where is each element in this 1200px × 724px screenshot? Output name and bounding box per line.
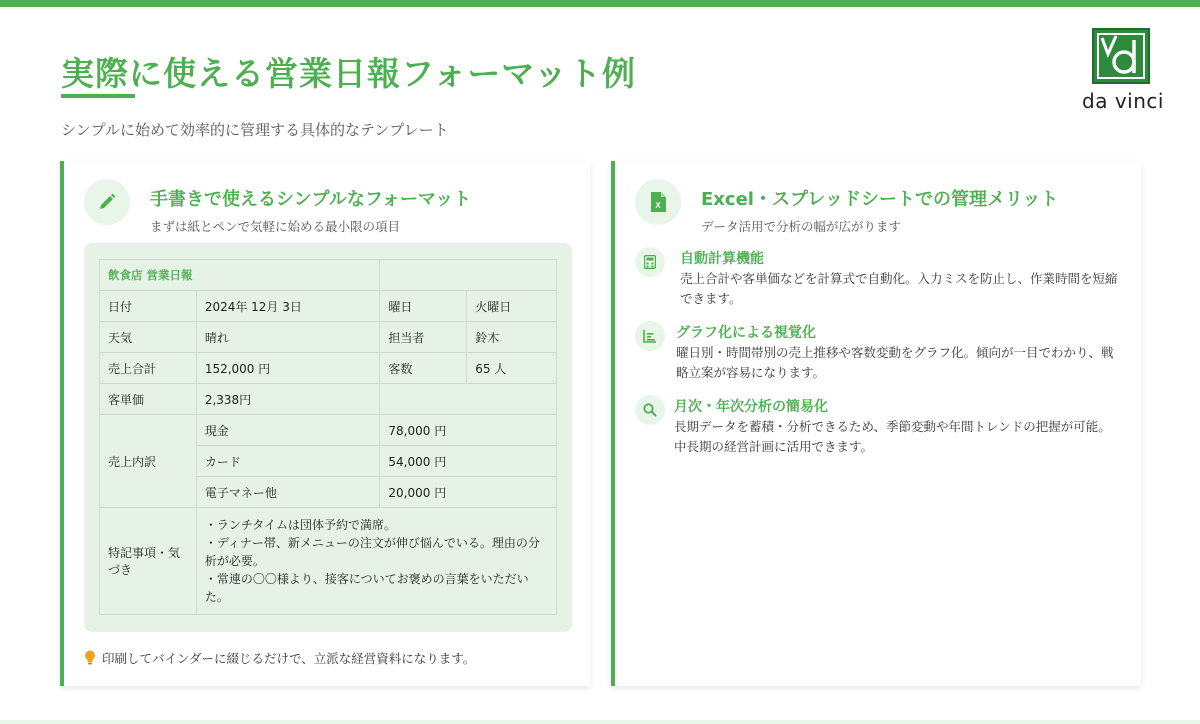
table-row [100, 415, 557, 446]
table-row [100, 508, 557, 615]
table-row [100, 260, 557, 291]
feature-title: 自動計算機能 [680, 251, 764, 267]
note-line: ・ディナー帯、新メニューの注文が伸び悩んでいる。理由の分析が必要。 [204, 536, 540, 568]
page-subtitle: シンプルに始めて効率的に管理する具体的なテンプレート [61, 121, 449, 139]
notes-cell [196, 508, 556, 615]
table-value: 鈴木 [467, 322, 557, 353]
card-title: 手書きで使えるシンプルなフォーマット [150, 189, 472, 210]
search-icon [635, 395, 665, 425]
feature-desc: 曜日別・時間帯別の売上推移や客数変動をグラフ化。傾向が一目でわかり、戦略立案が容易になります。 [676, 345, 1114, 380]
logo-text: da vinci [1082, 89, 1164, 113]
table-label: 客単価 [100, 384, 197, 415]
logo-mark [1092, 28, 1150, 84]
table-label: 売上合計 [100, 353, 197, 384]
table-label: 天気 [100, 322, 197, 353]
title-underline [61, 94, 135, 98]
lightbulb-icon [84, 650, 96, 668]
table-label: 客数 [380, 353, 467, 384]
table-value: 火曜日 [467, 291, 557, 322]
table-cell [380, 384, 557, 415]
table-label: 曜日 [380, 291, 467, 322]
page-title: 実際に使える営業日報フォーマット例 [61, 54, 637, 93]
handwritten-format-card [60, 161, 590, 686]
table-heading: 飲食店 営業日報 [100, 260, 380, 291]
card-title: Excel・スプレッドシートでの管理メリット [701, 189, 1059, 210]
table-value: 152,000 円 [196, 353, 380, 384]
calculator-icon [635, 247, 665, 277]
footnote-text: 印刷してバインダーに綴じるだけで、立派な経営資料になります。 [102, 651, 476, 666]
footnote [84, 649, 475, 668]
table-row [100, 322, 557, 353]
brand-logo [1075, 27, 1171, 119]
table-label: 担当者 [380, 322, 467, 353]
daily-report-table [99, 259, 557, 615]
table-value: 65 人 [467, 353, 557, 384]
feature-title: グラフ化による視覚化 [676, 325, 816, 341]
breakdown-amount: 78,000 円 [380, 415, 557, 446]
table-label: 売上内訳 [100, 415, 197, 508]
feature-desc: 長期データを蓄積・分析できるため、季節変動や年間トレンドの把握が可能。中長期の経営計画に活用できます。 [674, 419, 1111, 454]
note-line: ・常連の〇〇様より、接客についてお褒めの言葉をいただいた。 [204, 572, 529, 604]
note-line: ・ランチタイムは団体予約で満席。 [204, 518, 396, 532]
chart-icon [635, 321, 665, 351]
report-table-panel [84, 243, 572, 632]
breakdown-method: 現金 [196, 415, 380, 446]
svg-text:X: X [655, 201, 661, 210]
card-subtitle: まずは紙とペンで気軽に始める最小限の項目 [150, 219, 401, 234]
feature-title: 月次・年次分析の簡易化 [674, 399, 828, 415]
table-value: 2024年 12月 3日 [196, 291, 380, 322]
table-cell [380, 260, 557, 291]
pencil-icon [84, 179, 130, 225]
table-row [100, 384, 557, 415]
breakdown-amount: 54,000 円 [380, 446, 557, 477]
bottom-accent-bar [0, 720, 1200, 724]
top-accent-bar [0, 0, 1200, 7]
breakdown-method: カード [196, 446, 380, 477]
excel-merits-card [611, 161, 1141, 686]
table-label: 日付 [100, 291, 197, 322]
table-row [100, 291, 557, 322]
excel-file-icon [635, 179, 681, 225]
card-subtitle: データ活用で分析の幅が広がります [701, 219, 902, 234]
feature-desc: 売上合計や客単価などを計算式で自動化。入力ミスを防止し、作業時間を短縮できます。 [680, 271, 1118, 306]
breakdown-amount: 20,000 円 [380, 477, 557, 508]
breakdown-method: 電子マネー他 [196, 477, 380, 508]
table-label: 特記事項・気づき [100, 508, 197, 615]
table-value: 2,338円 [196, 384, 380, 415]
table-value: 晴れ [196, 322, 380, 353]
table-row [100, 353, 557, 384]
